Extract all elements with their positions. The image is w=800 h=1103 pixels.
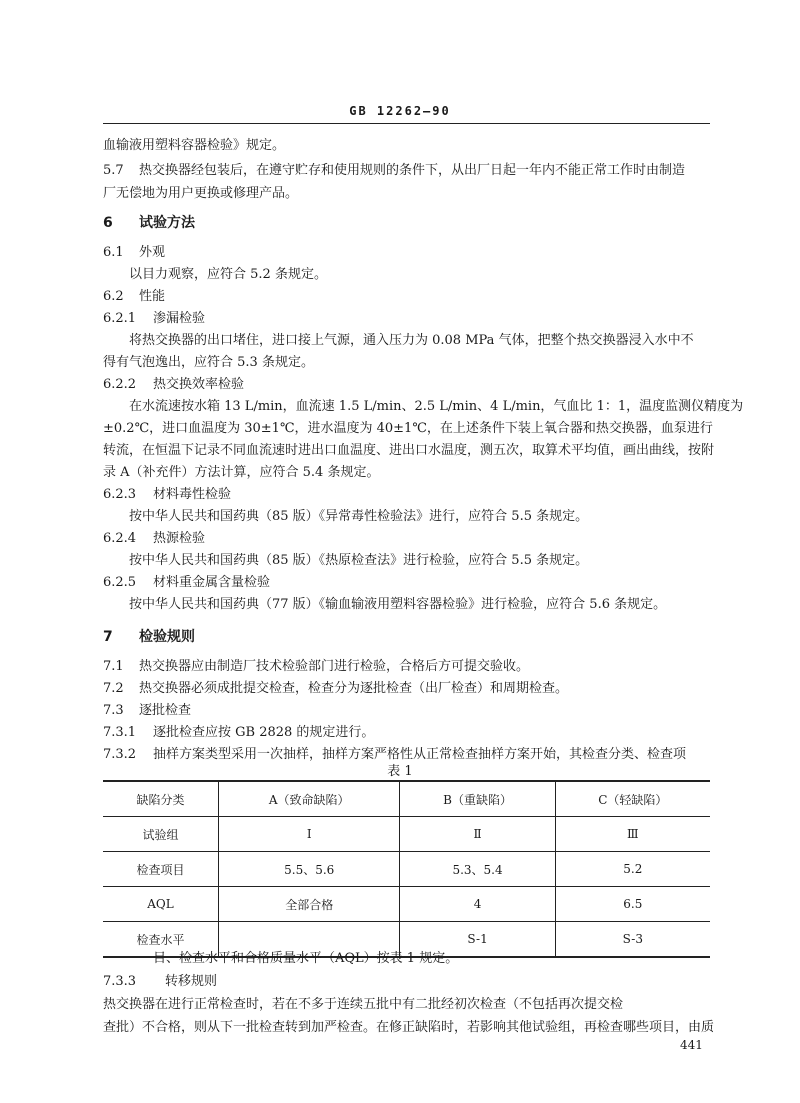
table-cell: 全部合格 <box>219 887 400 922</box>
text-line: 7.3.3 转移规则 <box>103 974 218 989</box>
text-line: 7.3 逐批检查 <box>103 703 192 718</box>
table-cell: 检查水平 <box>103 922 219 958</box>
text-line: 6.1 外观 <box>103 245 166 260</box>
header-rule <box>103 123 710 124</box>
standard-header: GB 12262—90 <box>349 104 451 118</box>
table-cell: 5.2 <box>555 852 710 887</box>
table-row <box>103 852 710 887</box>
text-line: 7.3.2 抽样方案类型采用一次抽样，抽样方案严格性从正常检查抽样方案开始，其检查分类、检查项 <box>103 747 687 762</box>
table-cell: A（致命缺陷） <box>219 781 400 817</box>
table-cell: Ⅱ <box>400 817 555 852</box>
text-line: 热交换器在进行正常检查时，若在不多于连续五批中有二批经初次检查（不包括再次提交检 <box>103 997 624 1012</box>
section-heading: 6 试验方法 <box>103 215 195 231</box>
section-heading: 7 检验规则 <box>103 629 195 645</box>
table-cell: 缺陷分类 <box>103 781 219 817</box>
text-line: 厂无偿地为用户更换或修理产品。 <box>103 186 299 201</box>
defect-classification-table <box>103 780 710 958</box>
text-line: 6.2 性能 <box>103 289 166 304</box>
text-line: 在水流速按水箱 13 L/min，血流速 1.5 L/min、2.5 L/min、4 L/min，气血比 1：1，温度监测仪精度为 <box>129 399 744 414</box>
text-line: 7.1 热交换器应由制造厂技术检验部门进行检验，合格后方可提交验收。 <box>103 659 530 674</box>
text-line: 6.2.2 热交换效率检验 <box>103 377 245 392</box>
table-cell: C（轻缺陷） <box>555 781 710 817</box>
table-caption: 表 1 <box>387 764 413 779</box>
table-cell: Ⅲ <box>555 817 710 852</box>
text-line: 6.2.4 热源检验 <box>103 531 206 546</box>
text-line: 6.2.5 材料重金属含量检验 <box>103 575 271 590</box>
text-line: 血输液用塑料容器检验》规定。 <box>103 138 286 153</box>
table-cell: B（重缺陷） <box>400 781 555 817</box>
text-line: ±0.2℃，进口血温度为 30±1℃，进水温度为 40±1℃，在上述条件下装上氧合器和热交换器，血泵进行 <box>103 421 713 436</box>
text-line: 6.2.3 材料毒性检验 <box>103 487 232 502</box>
table-cell: Ⅰ <box>219 817 400 852</box>
text-line: 查批）不合格，则从下一批检查转到加严检查。在修正缺陷时，若影响其他试验组，再检查哪些项目，由质 <box>103 1020 715 1035</box>
table-cell: 检查项目 <box>103 852 219 887</box>
table-cell: 试验组 <box>103 817 219 852</box>
table-cell: AQL <box>103 887 219 922</box>
table-cell: 4 <box>400 887 555 922</box>
table-row <box>103 817 710 852</box>
table-cell: 6.5 <box>555 887 710 922</box>
text-line: 7.2 热交换器必须成批提交检查，检查分为逐批检查（出厂检查）和周期检查。 <box>103 681 569 696</box>
page-number: 441 <box>680 1038 703 1052</box>
text-line: 以目力观察，应符合 5.2 条规定。 <box>129 267 327 282</box>
table-cell: 5.5、5.6 <box>219 852 400 887</box>
text-line: 按中华人民共和国药典（85 版）《异常毒性检验法》进行，应符合 5.5 条规定。 <box>129 509 589 524</box>
text-line: 7.3.1 逐批检查应按 GB 2828 的规定进行。 <box>103 725 375 740</box>
text-line: 得有气泡逸出，应符合 5.3 条规定。 <box>103 355 314 370</box>
table-row <box>103 887 710 922</box>
text-line: 转流，在恒温下记录不同血流速时进出口血温度、进出口水温度，测五次，取算术平均值，画出曲线，按附 <box>103 443 715 458</box>
table-cell: S-3 <box>555 922 710 958</box>
text-line: 按中华人民共和国药典（77 版）《输血输液用塑料容器检验》进行检验，应符合 5.6 条规定。 <box>129 597 667 612</box>
text-line: 6.2.1 渗漏检验 <box>103 311 206 326</box>
text-line: 目、检查水平和合格质量水平（AQL）按表 1 规定。 <box>153 951 459 966</box>
text-line: 将热交换器的出口堵住，进口接上气源，通入压力为 0.08 MPa 气体，把整个热交换器浸入水中不 <box>129 333 694 348</box>
table-row <box>103 781 710 817</box>
text-line: 录 A（补充件）方法计算，应符合 5.4 条规定。 <box>103 465 380 480</box>
table-cell: 5.3、5.4 <box>400 852 555 887</box>
table-cell: S-1 <box>400 922 555 958</box>
text-line: 5.7 热交换器经包装后，在遵守贮存和使用规则的条件下，从出厂日起一年内不能正常工作时由制造 <box>103 163 686 178</box>
text-line: 按中华人民共和国药典（85 版）《热原检查法》进行检验，应符合 5.5 条规定。 <box>129 553 589 568</box>
